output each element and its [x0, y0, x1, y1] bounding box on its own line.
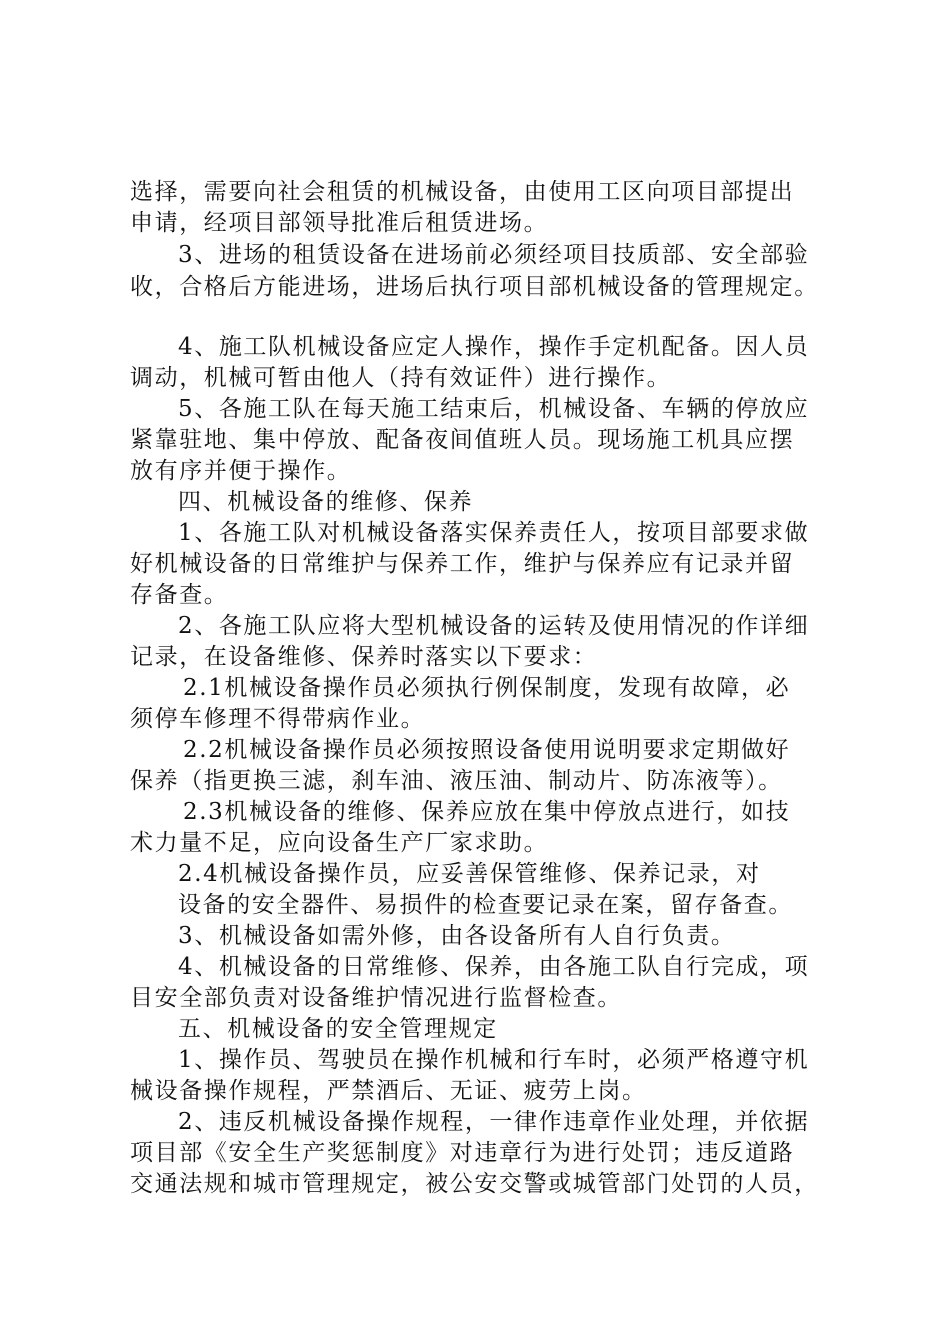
text-line: 交通法规和城市管理规定，被公安交警或城管部门处罚的人员，: [130, 1171, 819, 1197]
section-heading: 五、机械设备的安全管理规定: [178, 1016, 498, 1042]
text-line: 5、各施工队在每天施工结束后，机械设备、车辆的停放应: [178, 396, 810, 422]
text-line: 收，合格后方能进场，进场后执行项目部机械设备的管理规定。: [130, 274, 819, 300]
text-line: 2.1机械设备操作员必须执行例保制度，发现有故障，必: [183, 675, 791, 701]
text-line: 项目部《安全生产奖惩制度》对违章行为进行处罚；违反道路: [130, 1140, 795, 1166]
text-line: 2.3机械设备的维修、保养应放在集中停放点进行，如技: [183, 799, 791, 825]
text-line: 3、进场的租赁设备在进场前必须经项目技质部、安全部验: [178, 242, 810, 268]
text-line: 须停车修理不得带病作业。: [130, 706, 426, 732]
text-line: 记录，在设备维修、保养时落实以下要求：: [130, 644, 598, 670]
text-line: 械设备操作规程，严禁酒后、无证、疲劳上岗。: [130, 1078, 647, 1104]
text-line: 申请，经项目部领导批准后租赁进场。: [130, 210, 549, 236]
text-line: 2、违反机械设备操作规程，一律作违章作业处理，并依据: [178, 1109, 810, 1135]
text-line: 2.2机械设备操作员必须按照设备使用说明要求定期做好: [183, 737, 791, 763]
section-heading: 四、机械设备的维修、保养: [178, 489, 474, 515]
text-line: 2、各施工队应将大型机械设备的运转及使用情况的作详细: [178, 613, 810, 639]
text-line: 术力量不足，应向设备生产厂家求助。: [130, 830, 549, 856]
text-line: 紧靠驻地、集中停放、配备夜间值班人员。现场施工机具应摆: [130, 427, 795, 453]
text-line: 调动，机械可暂由他人（持有效证件）进行操作。: [130, 365, 672, 391]
text-line: 1、操作员、驾驶员在操作机械和行车时，必须严格遵守机: [178, 1047, 810, 1073]
text-line: 放有序并便于操作。: [130, 458, 352, 484]
text-line: 目安全部负责对设备维护情况进行监督检查。: [130, 985, 622, 1011]
text-line: 4、施工队机械设备应定人操作，操作手定机配备。因人员: [178, 334, 810, 360]
text-line: 选择，需要向社会租赁的机械设备，由使用工区向项目部提出: [130, 179, 795, 205]
text-line: 保养（指更换三滤，刹车油、液压油、制动片、防冻液等）。: [130, 768, 783, 794]
text-line: 2.4机械设备操作员，应妥善保管维修、保养记录，对: [178, 861, 761, 887]
text-line: 1、各施工队对机械设备落实保养责任人，按项目部要求做: [178, 520, 810, 546]
text-line: 好机械设备的日常维护与保养工作，维护与保养应有记录并留: [130, 551, 795, 577]
text-line: 存备查。: [130, 582, 229, 608]
text-line: 4、机械设备的日常维修、保养，由各施工队自行完成，项: [178, 954, 810, 980]
text-line: 设备的安全器件、易损件的检查要记录在案，留存备查。: [178, 892, 793, 918]
text-line: 3、机械设备如需外修，由各设备所有人自行负责。: [178, 923, 736, 949]
